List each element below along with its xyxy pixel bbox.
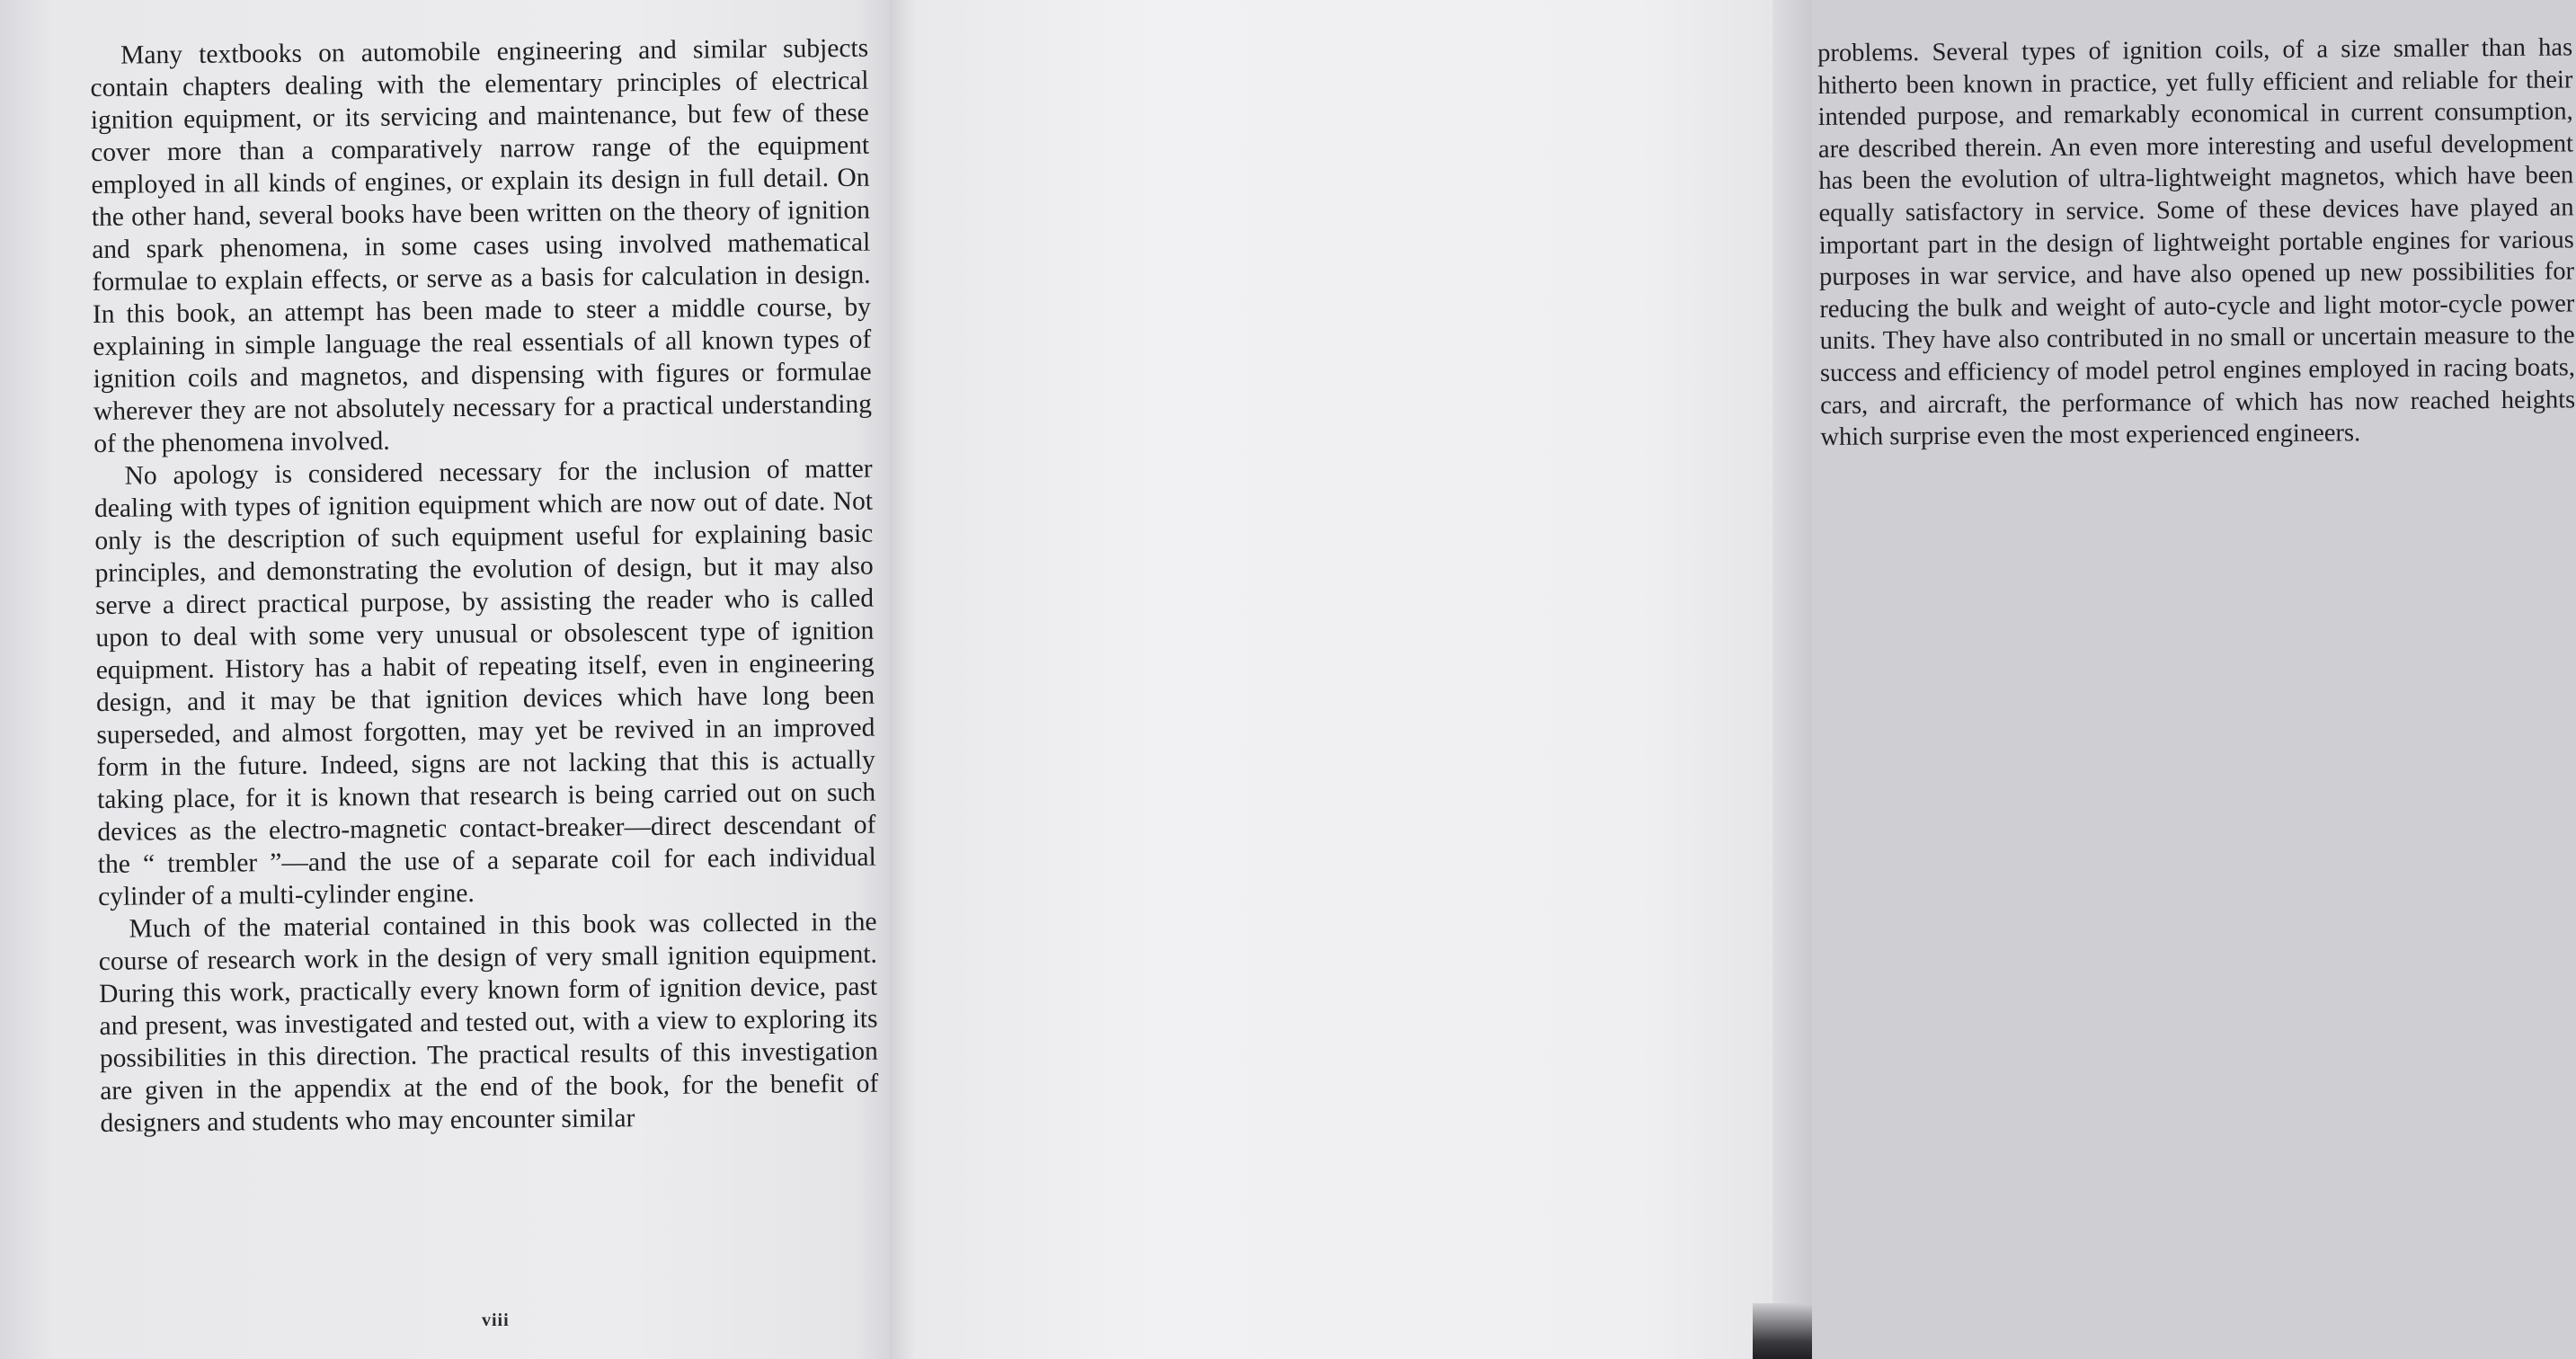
left-page-text <box>90 32 879 1140</box>
right-page <box>890 0 2576 1359</box>
left-paragraph-1: Many textbooks on automobile engineering and similar subjects contain chapters dealing with the elementary principles of electrical ignition equipment, or its servicing and maintenance, but few of these cover more than a comparatively narrow range of the equipment employed in all kinds of engines, or explain its design in full detail. On the other hand, several books have been written on the theory of ignition and spark phenomena, in some cases using involved mathematical formulae to explain effects, or serve as a basis for calculation in design. In this book, an attempt has been made to steer a middle course, by explaining in simple language the real essentials of all known types of ignition coils and magnetos, and dispensing with figures or formulae wherever they are not absolutely necessary for a practical understanding of the phenomena involved. <box>90 33 873 458</box>
right-paragraph-1: problems. Several types of ignition coils, of a size smaller than has hitherto been known in practice, yet fully efficient and reliable for their intended purpose, and remarkably economical in current consumption, are described therein. An even more interesting and useful development has been the evolution of ultra-lightweight magnetos, which have been equally satisfactory in service. Some of these devices have played an important part in the design of lightweight portable engines for various purposes in war service, and have also opened up new possibilities for reducing the bulk and weight of auto-cycle and light motor-cycle power units. They have also contributed in no small or uncertain measure to the success and efficiency of model petrol engines employed in racing boats, cars, and aircraft, the performance of which has now reached heights which surprise even the most experienced engineers. <box>1817 33 2576 452</box>
left-page <box>0 0 890 1359</box>
right-page-text <box>1817 31 2576 453</box>
page-stack-edge <box>1772 0 1812 1359</box>
page-number: viii <box>482 1310 510 1330</box>
book-cover-corner <box>1753 1303 1812 1359</box>
left-paragraph-2: No apology is considered necessary for the inclusion of matter dealing with types of ignition equipment which are now out of date. Not only is the description of such equipment useful for explaining basic principles, and demonstrating the evolution of design, but it may also serve a direct practical purpose, by assisting the reader who is called upon to deal with some very unusual or obsolescent type of ignition equipment. History has a habit of repeating itself, even in engineering design, and it may be that ignition devices which have long been superseded, and almost forgotten, may yet be revived in an improved form in the future. Indeed, signs are not lacking that this is actually taking place, for it is known that research is being carried out on such devices as the electro-magnetic contact-breaker—direct descendant of the “ trembler ”—and the use of a separate coil for each individual cylinder of a multi-cylinder engine. <box>93 454 876 911</box>
left-paragraph-3: Much of the material contained in this book was collected in the course of research work in the design of very small ignition equipment. During this work, practically every known form of ignition device, past and present, was investigated and tested out, with a view to exploring its possibilities in this direction. The practical results of this investigation are given in the appendix at the end of the book, for the benefit of designers and students who may encounter similar <box>98 907 879 1138</box>
